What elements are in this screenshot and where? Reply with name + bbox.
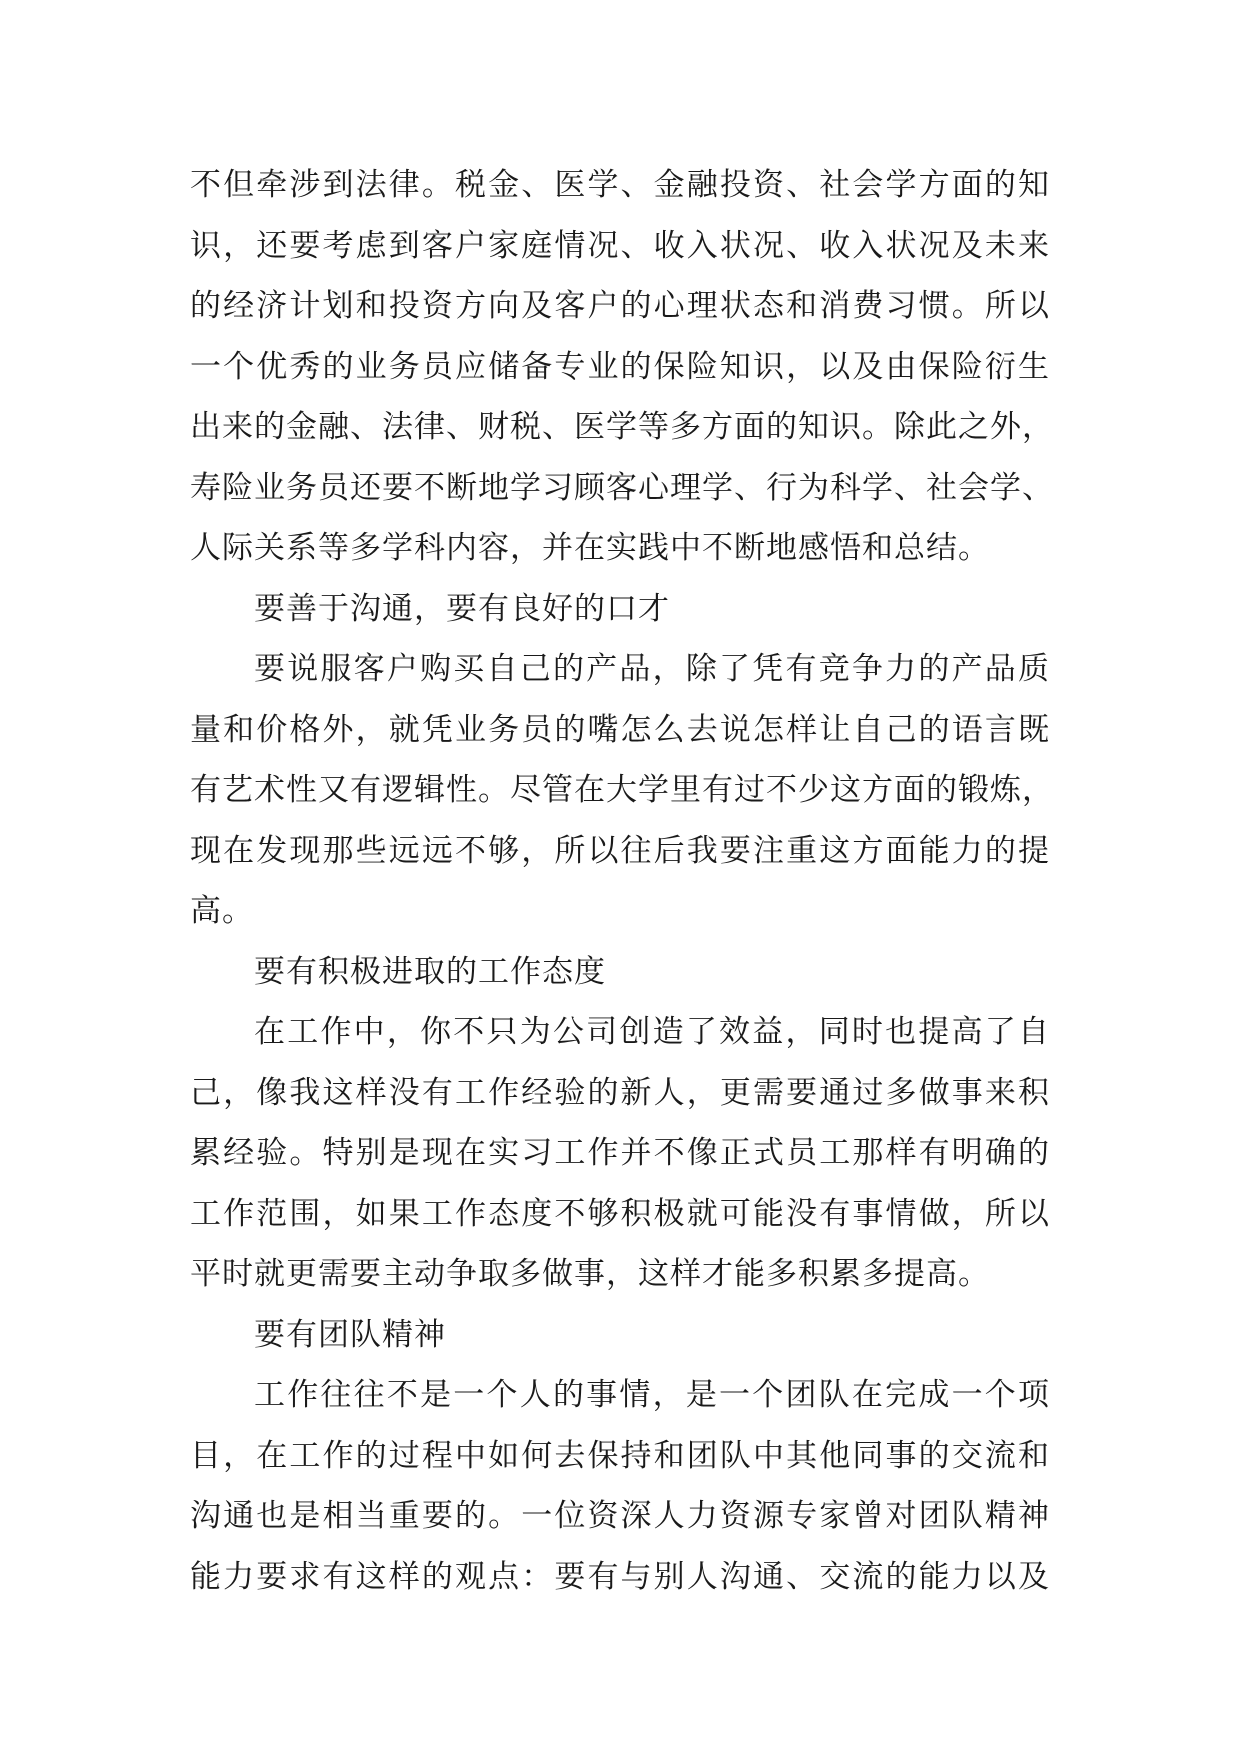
section-heading: 要有积极进取的工作态度	[254, 953, 606, 990]
paragraph-first-line: 在工作中，你不只为公司创造了效益，同时也提高了自	[254, 1014, 1050, 1050]
body-line: 目，在工作的过程中如何去保持和团队中其他同事的交流和	[190, 1437, 1050, 1474]
body-line: 现在发现那些远远不够，所以往后我要注重这方面能力的提	[190, 832, 1050, 869]
paragraph-first-line: 工作往往不是一个人的事情，是一个团队在完成一个项	[254, 1377, 1050, 1413]
body-line: 识，还要考虑到客户家庭情况、收入状况、收入状况及未来	[190, 227, 1050, 264]
body-line: 累经验。特别是现在实习工作并不像正式员工那样有明确的	[190, 1135, 1050, 1171]
body-line: 能力要求有这样的观点：要有与别人沟通、交流的能力以及	[190, 1558, 1050, 1595]
section-heading: 要有团队精神	[254, 1316, 446, 1353]
body-line: 出来的金融、法律、财税、医学等多方面的知识。除此之外，	[190, 409, 1054, 445]
body-line: 工作范围，如果工作态度不够积极就可能没有事情做，所以	[190, 1195, 1050, 1232]
body-line: 人际关系等多学科内容，并在实践中不断地感悟和总结。	[190, 530, 990, 566]
body-line: 量和价格外，就凭业务员的嘴怎么去说怎样让自己的语言既	[190, 711, 1050, 748]
body-line: 有艺术性又有逻辑性。尽管在大学里有过不少这方面的锻炼，	[190, 772, 1054, 808]
body-line: 寿险业务员还要不断地学习顾客心理学、行为科学、社会学、	[190, 469, 1054, 506]
document-body	[190, 155, 1054, 1607]
body-line: 高。	[190, 893, 254, 929]
section-heading: 要善于沟通，要有良好的口才	[254, 590, 670, 627]
body-line: 沟通也是相当重要的。一位资深人力资源专家曾对团队精神	[190, 1498, 1050, 1534]
paragraph-first-line: 要说服客户购买自己的产品，除了凭有竞争力的产品质	[254, 651, 1050, 687]
body-line: 不但牵涉到法律。税金、医学、金融投资、社会学方面的知	[190, 167, 1050, 203]
body-line: 平时就更需要主动争取多做事，这样才能多积累多提高。	[190, 1256, 990, 1292]
body-line: 一个优秀的业务员应储备专业的保险知识，以及由保险衍生	[190, 348, 1050, 385]
body-line: 的经济计划和投资方向及客户的心理状态和消费习惯。所以	[190, 288, 1050, 324]
body-line: 己，像我这样没有工作经验的新人，更需要通过多做事来积	[190, 1074, 1050, 1111]
